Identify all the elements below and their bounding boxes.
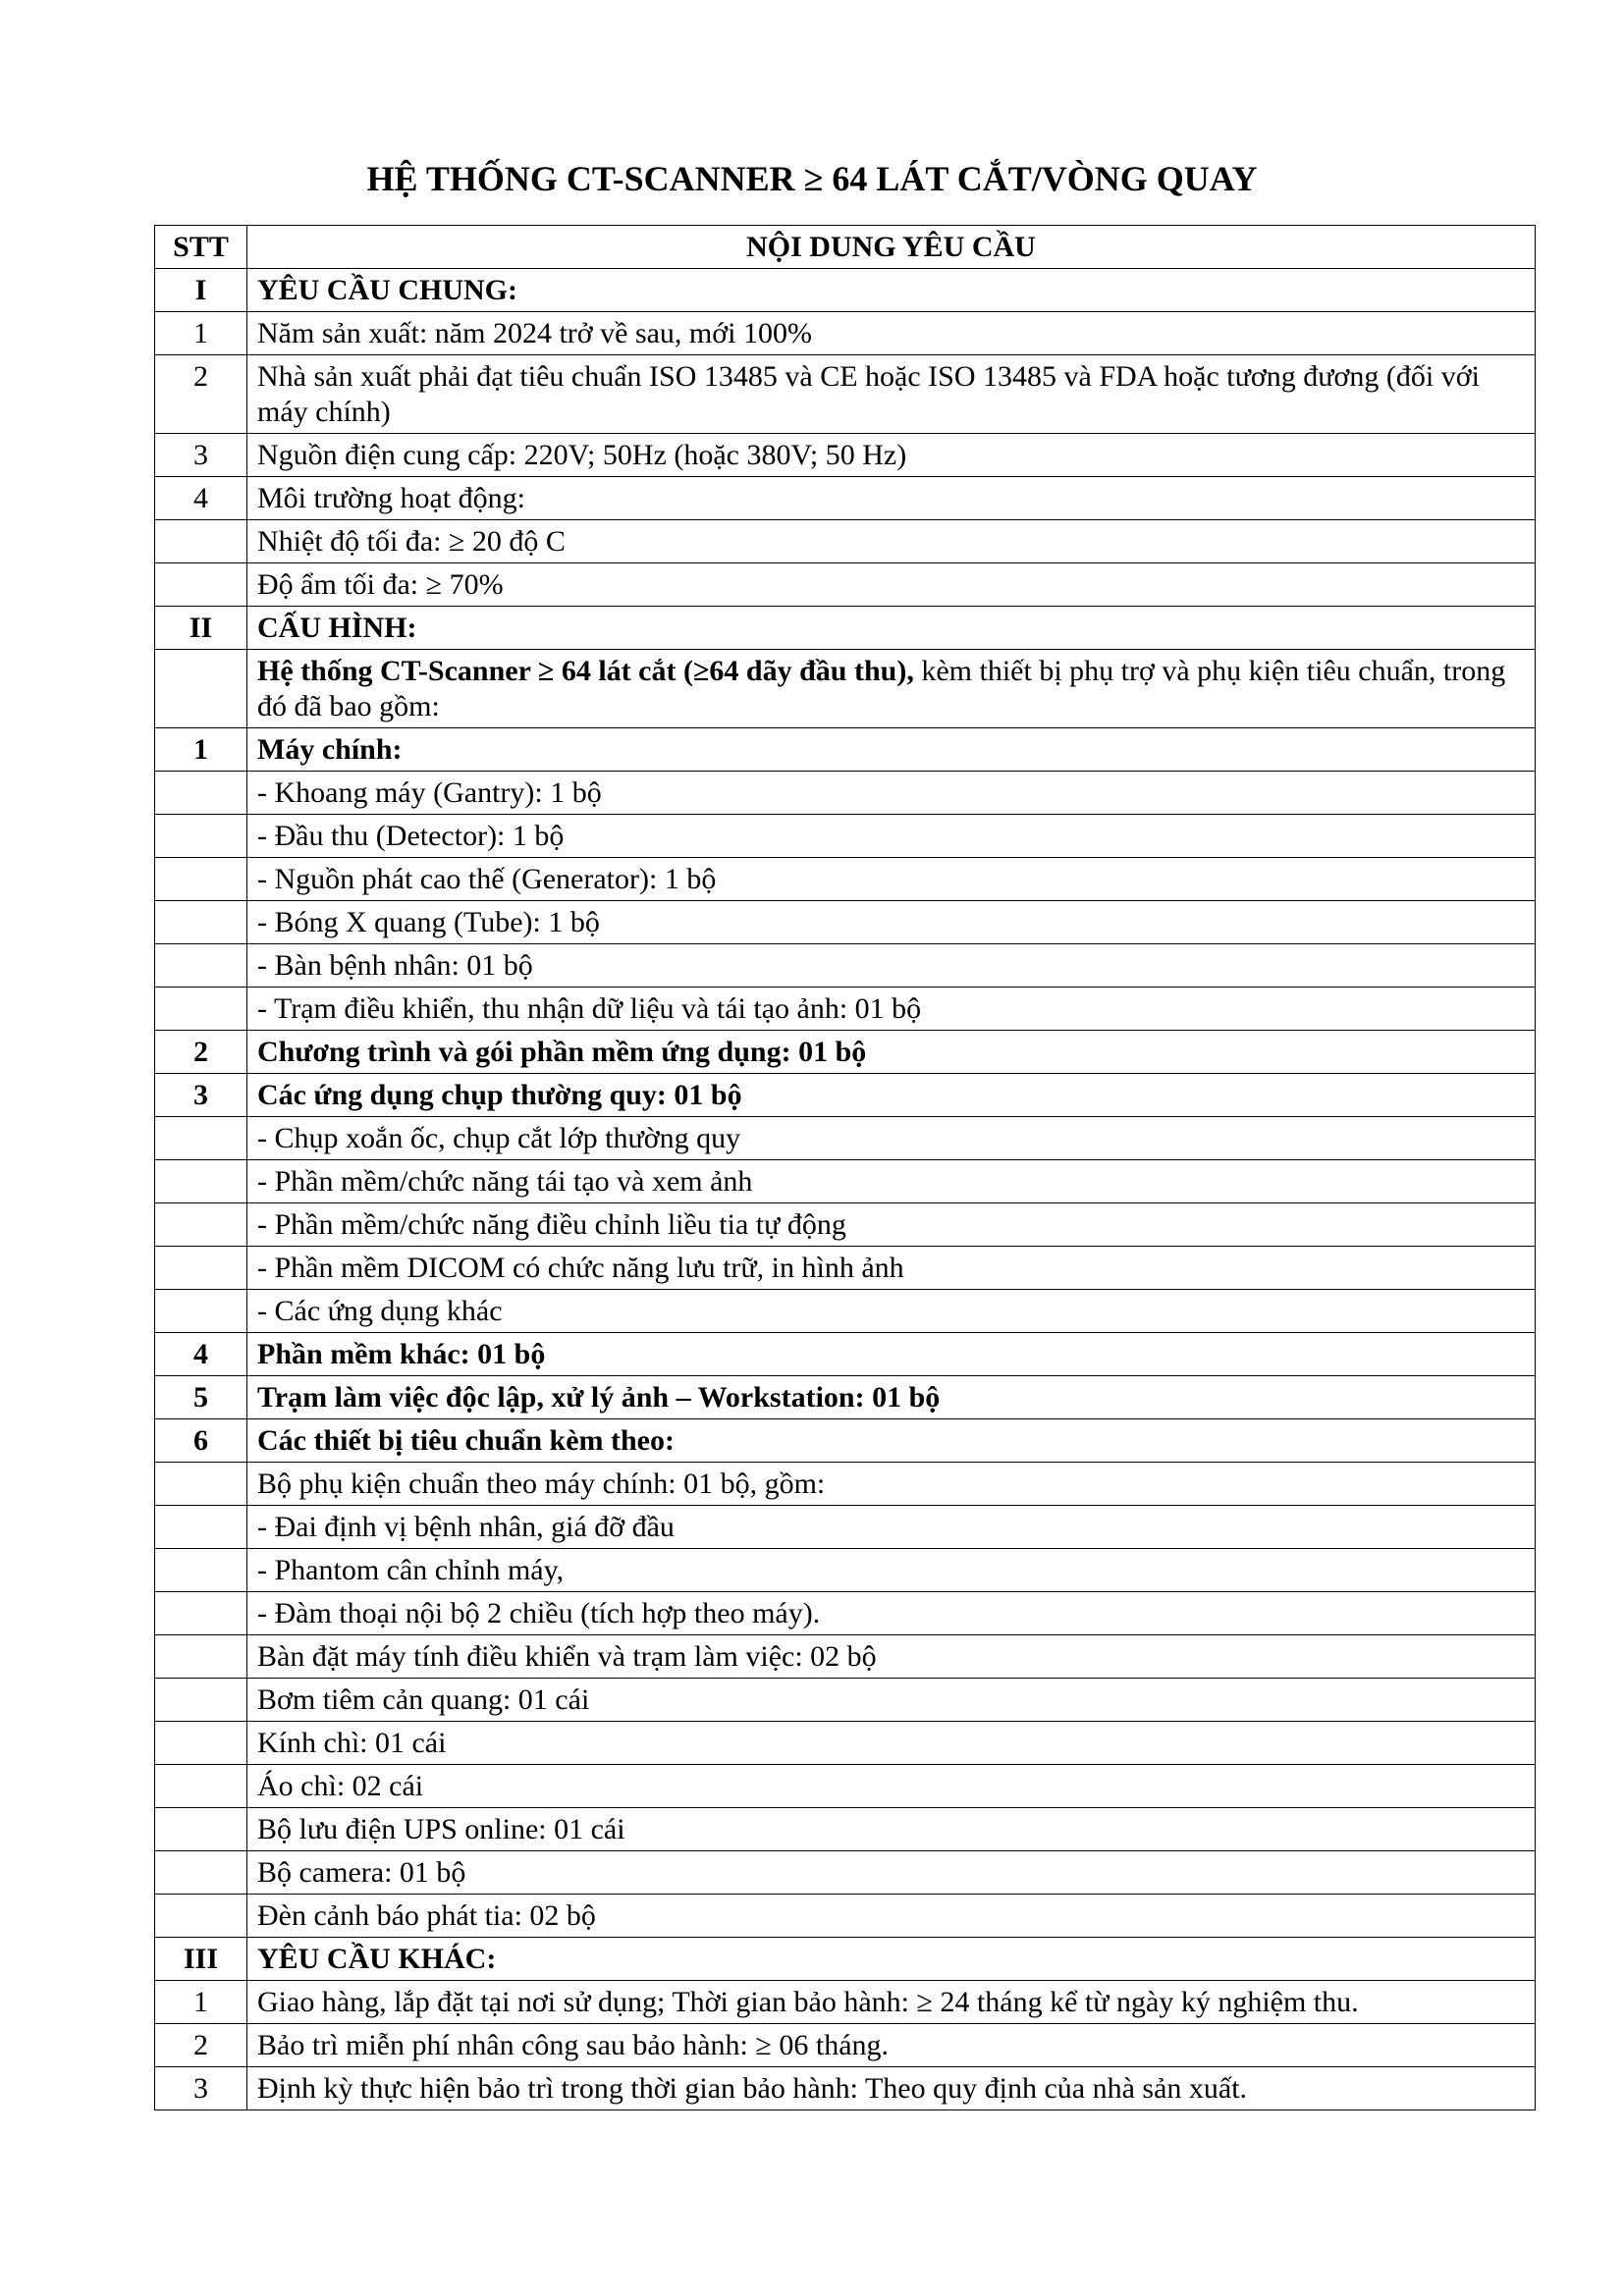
row-content: YÊU CẦU CHUNG: — [247, 269, 1536, 312]
table-row — [155, 1722, 1536, 1765]
row-content: Bộ camera: 01 bộ — [247, 1851, 1536, 1895]
row-stt — [155, 1160, 247, 1203]
table-row — [155, 1938, 1536, 1981]
row-content: Bộ lưu điện UPS online: 01 cái — [247, 1808, 1536, 1851]
row-content: Áo chì: 02 cái — [247, 1765, 1536, 1808]
row-stt: III — [155, 1938, 247, 1981]
row-stt: 3 — [155, 434, 247, 477]
table-row — [155, 1981, 1536, 2024]
table-row — [155, 312, 1536, 355]
row-stt: 2 — [155, 355, 247, 434]
row-stt — [155, 1851, 247, 1895]
row-content: Máy chính: — [247, 728, 1536, 772]
row-content: Bàn đặt máy tính điều khiển và trạm làm việc: 02 bộ — [247, 1635, 1536, 1679]
table-row — [155, 1808, 1536, 1851]
row-stt — [155, 1635, 247, 1679]
row-content: Kính chì: 01 cái — [247, 1722, 1536, 1765]
row-stt: I — [155, 269, 247, 312]
row-content: Năm sản xuất: năm 2024 trở về sau, mới 100% — [247, 312, 1536, 355]
document-title: HỆ THỐNG CT-SCANNER ≥ 64 LÁT CẮT/VÒNG QUAY — [366, 159, 1258, 198]
row-stt: 2 — [155, 2024, 247, 2067]
table-row — [155, 1160, 1536, 1203]
row-content: Môi trường hoạt động: — [247, 477, 1536, 520]
row-stt — [155, 1895, 247, 1938]
row-stt — [155, 944, 247, 988]
table-row — [155, 1765, 1536, 1808]
row-stt — [155, 650, 247, 728]
table-row — [155, 944, 1536, 988]
table-row — [155, 1290, 1536, 1333]
row-stt — [155, 520, 247, 563]
row-content: - Chụp xoắn ốc, chụp cắt lớp thường quy — [247, 1117, 1536, 1160]
table-row — [155, 1376, 1536, 1419]
row-stt: 4 — [155, 477, 247, 520]
row-content: Độ ẩm tối đa: ≥ 70% — [247, 563, 1536, 607]
table-row — [155, 772, 1536, 815]
row-stt — [155, 1506, 247, 1549]
table-row — [155, 815, 1536, 858]
row-content: Nhiệt độ tối đa: ≥ 20 độ C — [247, 520, 1536, 563]
row-stt — [155, 815, 247, 858]
table-row — [155, 1463, 1536, 1506]
table-row — [155, 477, 1536, 520]
row-content: Bảo trì miễn phí nhân công sau bảo hành: ≥ 06 tháng. — [247, 2024, 1536, 2067]
row-stt — [155, 1247, 247, 1290]
table-row — [155, 2024, 1536, 2067]
row-content: - Phần mềm/chức năng điều chỉnh liều tia tự động — [247, 1203, 1536, 1247]
table-row — [155, 1203, 1536, 1247]
table-row — [155, 1635, 1536, 1679]
row-stt — [155, 1117, 247, 1160]
row-stt — [155, 772, 247, 815]
row-content: Nhà sản xuất phải đạt tiêu chuẩn ISO 13485 và CE hoặc ISO 13485 và FDA hoặc tương đương (đối với máy chính) — [247, 355, 1536, 434]
table-row — [155, 563, 1536, 607]
table-row — [155, 1074, 1536, 1117]
table-row — [155, 1506, 1536, 1549]
row-stt — [155, 1679, 247, 1722]
row-stt: 5 — [155, 1376, 247, 1419]
table-row — [155, 728, 1536, 772]
table-row — [155, 520, 1536, 563]
table-body — [155, 269, 1536, 2110]
table-row — [155, 1031, 1536, 1074]
row-stt — [155, 1290, 247, 1333]
header-stt: STT — [155, 226, 247, 269]
row-content: Nguồn điện cung cấp: 220V; 50Hz (hoặc 380V; 50 Hz) — [247, 434, 1536, 477]
row-stt — [155, 1549, 247, 1592]
row-stt — [155, 1463, 247, 1506]
table-row — [155, 1895, 1536, 1938]
table-row — [155, 858, 1536, 901]
row-content: - Phần mềm DICOM có chức năng lưu trữ, in hình ảnh — [247, 1247, 1536, 1290]
table-row — [155, 1851, 1536, 1895]
table-row — [155, 1419, 1536, 1463]
row-content: - Trạm điều khiển, thu nhận dữ liệu và tái tạo ảnh: 01 bộ — [247, 988, 1536, 1031]
row-content: Đèn cảnh báo phát tia: 02 bộ — [247, 1895, 1536, 1938]
row-stt — [155, 1203, 247, 1247]
header-content: NỘI DUNG YÊU CẦU — [247, 226, 1536, 269]
table-row — [155, 1549, 1536, 1592]
row-stt — [155, 1722, 247, 1765]
row-content: CẤU HÌNH: — [247, 607, 1536, 650]
row-content: - Bóng X quang (Tube): 1 bộ — [247, 901, 1536, 944]
table-row — [155, 988, 1536, 1031]
table-row — [155, 901, 1536, 944]
table-row — [155, 1117, 1536, 1160]
row-content: - Phần mềm/chức năng tái tạo và xem ảnh — [247, 1160, 1536, 1203]
row-stt — [155, 1592, 247, 1635]
row-stt: II — [155, 607, 247, 650]
row-stt: 3 — [155, 2067, 247, 2110]
row-content: Định kỳ thực hiện bảo trì trong thời gian bảo hành: Theo quy định của nhà sản xuất. — [247, 2067, 1536, 2110]
row-content: - Đai định vị bệnh nhân, giá đỡ đầu — [247, 1506, 1536, 1549]
row-stt — [155, 1808, 247, 1851]
row-content: Bơm tiêm cản quang: 01 cái — [247, 1679, 1536, 1722]
row-content: Chương trình và gói phần mềm ứng dụng: 01 bộ — [247, 1031, 1536, 1074]
row-content-normal: kèm thiết bị phụ trợ và phụ kiện tiêu chuẩn, trong đó đã bao gồm: — [257, 655, 1506, 722]
table-row — [155, 2067, 1536, 2110]
row-content: - Đầu thu (Detector): 1 bộ — [247, 815, 1536, 858]
row-content: - Nguồn phát cao thế (Generator): 1 bộ — [247, 858, 1536, 901]
row-stt: 3 — [155, 1074, 247, 1117]
row-content-bold: Hệ thống CT-Scanner ≥ 64 lát cắt (≥64 dãy đầu thu), — [257, 655, 914, 687]
table-header-row — [155, 226, 1536, 269]
row-stt — [155, 988, 247, 1031]
row-content: - Phantom cân chỉnh máy, — [247, 1549, 1536, 1592]
row-stt — [155, 563, 247, 607]
row-stt: 1 — [155, 1981, 247, 2024]
row-stt — [155, 901, 247, 944]
row-stt: 1 — [155, 728, 247, 772]
row-content: - Đàm thoại nội bộ 2 chiều (tích hợp theo máy). — [247, 1592, 1536, 1635]
table-row — [155, 1592, 1536, 1635]
row-content: - Các ứng dụng khác — [247, 1290, 1536, 1333]
row-content: Giao hàng, lắp đặt tại nơi sử dụng; Thời gian bảo hành: ≥ 24 tháng kể từ ngày ký nghiệm thu. — [247, 1981, 1536, 2024]
row-content: Các thiết bị tiêu chuẩn kèm theo: — [247, 1419, 1536, 1463]
row-stt: 1 — [155, 312, 247, 355]
row-content: Bộ phụ kiện chuẩn theo máy chính: 01 bộ, gồm: — [247, 1463, 1536, 1506]
table-row — [155, 434, 1536, 477]
row-stt: 6 — [155, 1419, 247, 1463]
row-content: - Khoang máy (Gantry): 1 bộ — [247, 772, 1536, 815]
table-row — [155, 1247, 1536, 1290]
row-content: Trạm làm việc độc lập, xử lý ảnh – Workstation: 01 bộ — [247, 1376, 1536, 1419]
row-content — [247, 650, 1536, 728]
table-row — [155, 269, 1536, 312]
row-stt — [155, 1765, 247, 1808]
row-content: Các ứng dụng chụp thường quy: 01 bộ — [247, 1074, 1536, 1117]
row-stt — [155, 858, 247, 901]
table-row — [155, 1333, 1536, 1376]
requirements-table — [154, 225, 1536, 2110]
row-content: - Bàn bệnh nhân: 01 bộ — [247, 944, 1536, 988]
table-row — [155, 1679, 1536, 1722]
row-stt: 2 — [155, 1031, 247, 1074]
table-row — [155, 650, 1536, 728]
row-stt: 4 — [155, 1333, 247, 1376]
row-content: Phần mềm khác: 01 bộ — [247, 1333, 1536, 1376]
table-row — [155, 355, 1536, 434]
table-row — [155, 607, 1536, 650]
row-content: YÊU CẦU KHÁC: — [247, 1938, 1536, 1981]
